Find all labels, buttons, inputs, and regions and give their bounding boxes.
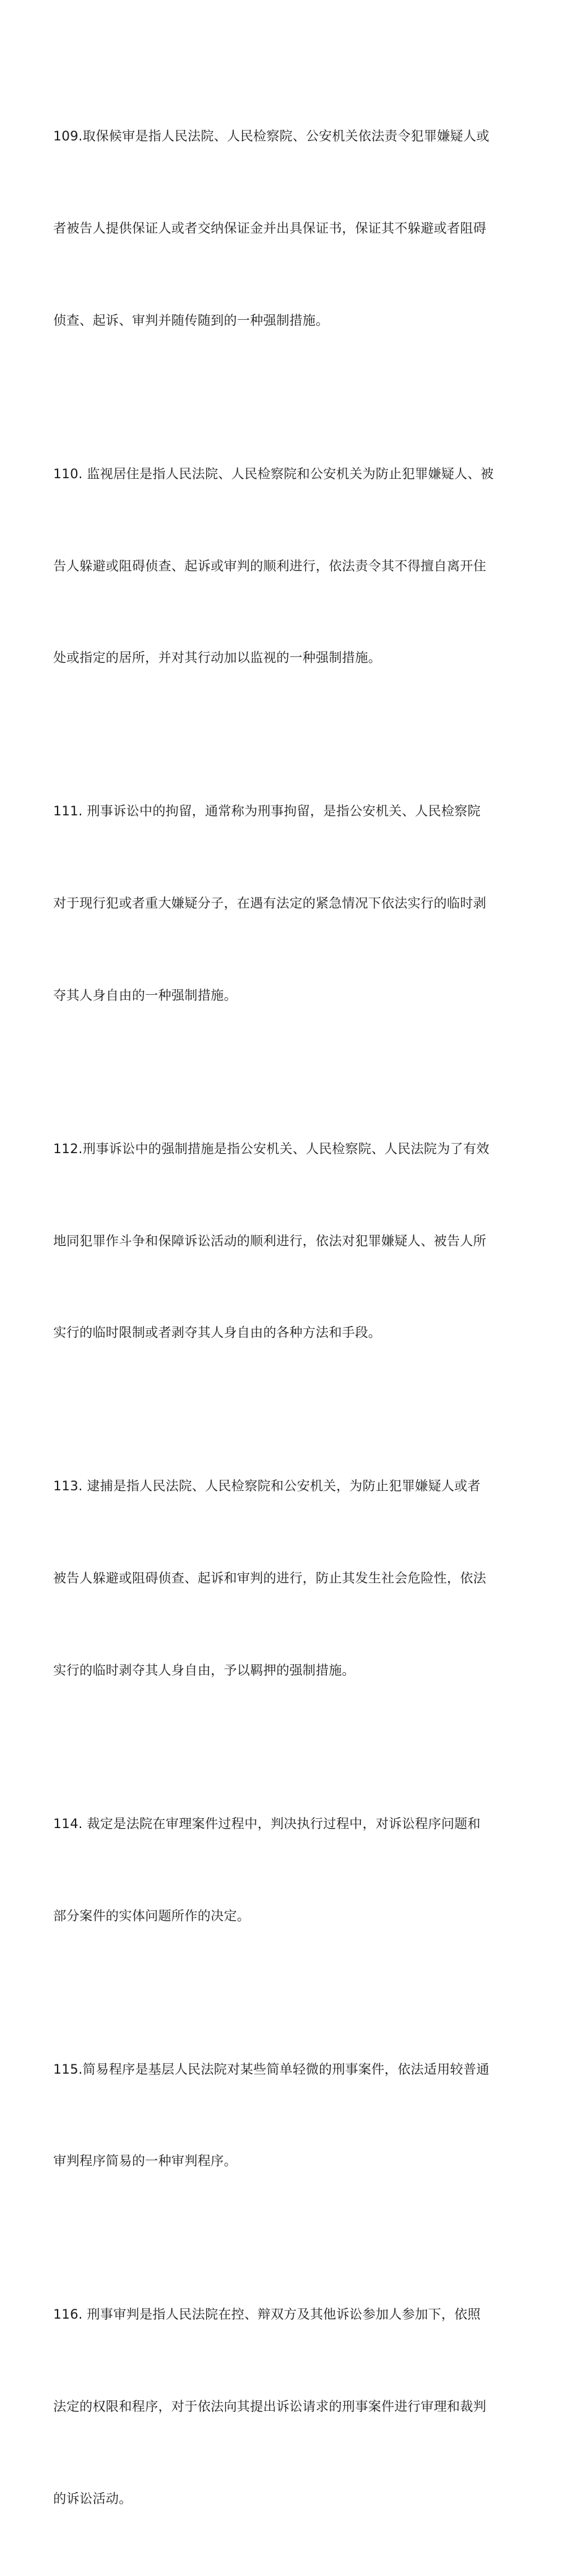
text-line: 112.刑事诉讼中的强制措施是指公安机关、人民检察院、人民法院为了有效	[53, 1141, 490, 1156]
text-line: 审判程序简易的一种审判程序。	[53, 2153, 237, 2169]
text-line: 对于现行犯或者重大嫌疑分子，在遇有法定的紧急情况下依法实行的临时剥	[53, 896, 486, 911]
text-line: 116. 刑事审判是指人民法院在控、辩双方及其他诉讼参加人参加下，依照	[53, 2307, 481, 2322]
text-line: 者被告人提供保证人或者交纳保证金并出具保证书，保证其不躲避或者阻碍	[53, 220, 486, 236]
paragraph-109	[53, 60, 519, 398]
text-line: 实行的临时剥夺其人身自由，予以羁押的强制措施。	[53, 1662, 355, 1678]
text-line: 部分案件的实体问题所作的决定。	[53, 1908, 250, 1923]
text-line: 110. 监视居住是指人民法院、人民检察院和公安机关为防止犯罪嫌疑人、被	[53, 466, 494, 481]
paragraph-115	[53, 1993, 519, 2238]
text-line: 处或指定的居所，并对其行动加以监视的一种强制措施。	[53, 650, 381, 666]
text-line: 告人躲避或阻碍侦查、起诉或审判的顺利进行，依法责令其不得擅自离开住	[53, 558, 486, 573]
paragraph-116	[53, 2238, 519, 2576]
document-body	[53, 60, 519, 2576]
paragraph-110	[53, 398, 519, 736]
text-line: 的诉讼活动。	[53, 2491, 132, 2506]
text-line: 地同犯罪作斗争和保障诉讼活动的顺利进行，依法对犯罪嫌疑人、被告人所	[53, 1233, 486, 1248]
paragraph-111	[53, 735, 519, 1073]
text-line: 被告人躲避或阻碍侦查、起诉和审判的进行，防止其发生社会危险性，依法	[53, 1571, 486, 1586]
text-line: 109.取保候审是指人民法院、人民检察院、公安机关依法责令犯罪嫌疑人或	[53, 129, 490, 144]
text-line: 侦查、起诉、审判并随传随到的一种强制措施。	[53, 312, 329, 328]
paragraph-113	[53, 1410, 519, 1748]
text-line: 法定的权限和程序，对于依法向其提出诉讼请求的刑事案件进行审理和裁判	[53, 2399, 486, 2415]
text-line: 111. 刑事诉讼中的拘留，通常称为刑事拘留，是指公安机关、人民检察院	[53, 804, 481, 819]
text-line: 夺其人身自由的一种强制措施。	[53, 987, 237, 1003]
paragraph-112	[53, 1073, 519, 1410]
text-line: 实行的临时限制或者剥夺其人身自由的各种方法和手段。	[53, 1325, 381, 1341]
text-line: 115.简易程序是基层人民法院对某些简单轻微的刑事案件，依法适用较普通	[53, 2061, 490, 2077]
text-line: 113. 逮捕是指人民法院、人民检察院和公安机关，为防止犯罪嫌疑人或者	[53, 1479, 481, 1494]
paragraph-114	[53, 1748, 519, 1993]
text-line: 114. 裁定是法院在审理案件过程中，判决执行过程中，对诉讼程序问题和	[53, 1816, 481, 1831]
